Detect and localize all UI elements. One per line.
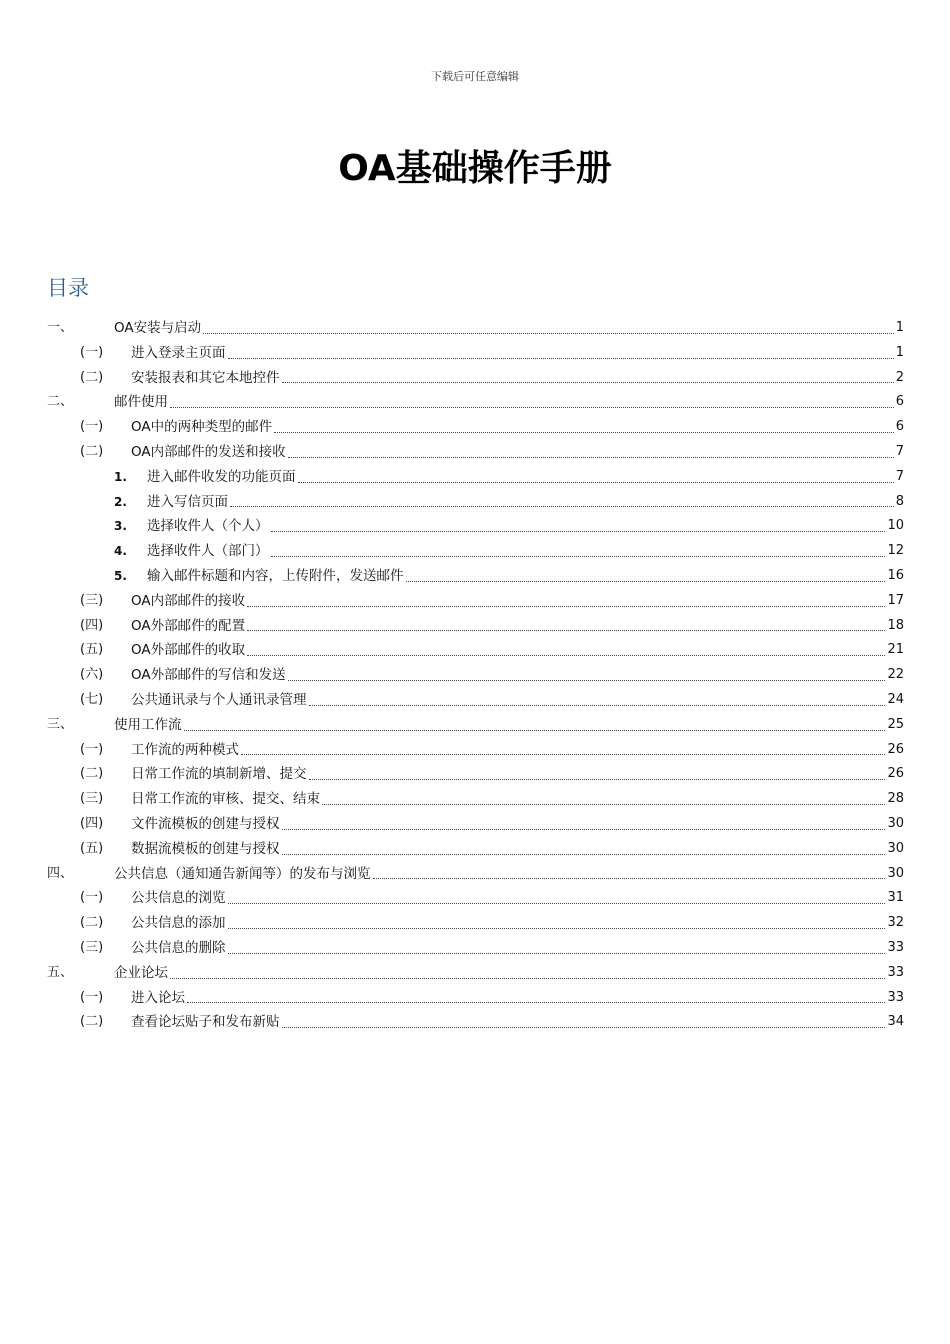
toc-entry-title: 安装报表和其它本地控件 <box>131 369 280 386</box>
toc-dot-leader <box>187 1001 885 1003</box>
toc-entry-number: 1. <box>114 469 127 484</box>
toc-entry-page: 16 <box>887 567 904 583</box>
toc-dot-leader <box>170 977 885 979</box>
toc-entry[interactable] <box>47 837 904 862</box>
toc-dot-leader <box>271 530 886 532</box>
toc-entry-page: 24 <box>887 691 904 707</box>
toc-dot-leader <box>228 952 886 954</box>
toc-entry[interactable] <box>47 663 904 688</box>
toc-entry-page: 6 <box>895 394 904 410</box>
toc-entry-number: (一) <box>80 419 104 435</box>
toc-entry-number: 3. <box>114 519 127 534</box>
toc-dot-leader <box>203 332 894 334</box>
toc-dot-leader <box>274 431 894 433</box>
toc-dot-leader <box>228 902 886 904</box>
toc-dot-leader <box>247 654 885 656</box>
toc-entry-page: 33 <box>887 964 904 980</box>
toc-entry-page: 28 <box>887 791 904 807</box>
toc-entry-title: 进入写信页面 <box>147 493 228 510</box>
toc-entry-title: 进入登录主页面 <box>131 344 226 361</box>
toc-dot-leader <box>282 828 886 830</box>
toc-entry-title: 公共信息的删除 <box>131 939 226 956</box>
toc-entry-number: 4. <box>114 544 127 559</box>
toc-entry-number: (三) <box>80 592 104 608</box>
toc-entry[interactable] <box>47 812 904 837</box>
toc-entry[interactable] <box>47 738 904 763</box>
toc-entry-number: (二) <box>80 369 104 385</box>
toc-dot-leader <box>247 605 885 607</box>
toc-entry-page: 30 <box>887 840 904 856</box>
toc-dot-leader <box>282 381 894 383</box>
toc-entry-page: 30 <box>887 865 904 881</box>
toc-dot-leader <box>298 481 894 483</box>
toc-entry-page: 26 <box>887 766 904 782</box>
toc-entry-title: OA安装与启动 <box>114 320 202 336</box>
toc-entry-title: OA外部邮件的收取 <box>131 642 246 659</box>
toc-entry-page: 8 <box>895 493 904 509</box>
toc-entry[interactable] <box>47 341 904 366</box>
toc-entry[interactable] <box>47 614 904 639</box>
toc-entry-number: (一) <box>80 344 104 360</box>
toc-entry-number: 四、 <box>47 865 74 881</box>
toc-entry-page: 30 <box>887 815 904 831</box>
toc-entry[interactable] <box>47 886 904 911</box>
toc-entry-title: 公共信息的浏览 <box>131 890 226 907</box>
toc-dot-leader <box>322 803 885 805</box>
toc-entry-page: 22 <box>887 667 904 683</box>
toc-entry-number: 二、 <box>47 394 74 410</box>
toc-dot-leader <box>309 778 886 780</box>
toc-entry-title: OA内部邮件的发送和接收 <box>131 443 286 460</box>
toc-entry[interactable] <box>47 936 904 961</box>
toc-dot-leader <box>288 679 886 681</box>
toc-entry-number: 一、 <box>47 320 74 335</box>
toc-entry-title: 输入邮件标题和内容，上传附件，发送邮件 <box>147 567 404 584</box>
toc-entry-title: 企业论坛 <box>114 964 168 981</box>
toc-entry-title: 使用工作流 <box>114 716 182 733</box>
toc-entry-title: 邮件使用 <box>114 394 168 411</box>
toc-entry-page: 31 <box>887 890 904 906</box>
toc-entry-title: 查看论坛贴子和发布新贴 <box>131 1014 280 1031</box>
toc-entry[interactable] <box>47 514 904 539</box>
toc-entry[interactable] <box>47 986 904 1011</box>
toc-entry-title: 数据流模板的创建与授权 <box>131 840 280 857</box>
toc-entry-title: 公共信息的添加 <box>131 915 226 932</box>
toc-entry-number: (一) <box>80 989 104 1005</box>
table-of-contents <box>47 316 904 1035</box>
toc-entry-number: (五) <box>80 642 104 658</box>
toc-dot-leader <box>309 704 886 706</box>
toc-entry-title: OA外部邮件的写信和发送 <box>131 667 286 684</box>
toc-entry-page: 17 <box>887 592 904 608</box>
toc-entry[interactable] <box>47 440 904 465</box>
toc-dot-leader <box>170 406 894 408</box>
toc-entry[interactable] <box>47 539 904 564</box>
toc-dot-leader <box>247 629 885 631</box>
toc-entry-page: 33 <box>887 989 904 1005</box>
toc-entry[interactable] <box>47 366 904 391</box>
toc-entry-number: (四) <box>80 617 104 633</box>
toc-entry-page: 12 <box>887 543 904 559</box>
toc-dot-leader <box>184 729 886 731</box>
toc-entry[interactable] <box>47 564 904 589</box>
toc-entry-page: 7 <box>895 468 904 484</box>
toc-dot-leader <box>282 853 886 855</box>
toc-entry[interactable] <box>47 961 904 986</box>
toc-entry-number: 三、 <box>47 716 74 732</box>
toc-entry-number: (三) <box>80 939 104 955</box>
toc-entry-number: (一) <box>80 741 104 757</box>
toc-entry-title: OA中的两种类型的邮件 <box>131 419 273 436</box>
toc-entry-number: (三) <box>80 791 104 807</box>
toc-entry[interactable] <box>47 415 904 440</box>
toc-entry[interactable] <box>47 762 904 787</box>
toc-entry[interactable] <box>47 490 904 515</box>
header-note: 下载后可任意编辑 <box>431 70 519 83</box>
toc-entry-page: 10 <box>887 518 904 534</box>
toc-entry-title: 公共通讯录与个人通讯录管理 <box>131 691 307 708</box>
toc-entry-number: (五) <box>80 840 104 856</box>
toc-entry-page: 21 <box>887 642 904 658</box>
toc-entry-title: 文件流模板的创建与授权 <box>131 815 280 832</box>
toc-entry-page: 7 <box>895 443 904 459</box>
toc-entry[interactable] <box>47 465 904 490</box>
toc-dot-leader <box>230 505 894 507</box>
toc-entry[interactable] <box>47 589 904 614</box>
toc-dot-leader <box>288 456 894 458</box>
toc-entry-page: 2 <box>895 369 904 385</box>
toc-entry-title: OA内部邮件的接收 <box>131 592 246 609</box>
toc-entry-number: 五、 <box>47 964 74 980</box>
toc-entry-page: 33 <box>887 939 904 955</box>
toc-dot-leader <box>228 357 894 359</box>
toc-entry[interactable] <box>47 862 904 887</box>
toc-dot-leader <box>241 753 885 755</box>
toc-entry-number: (四) <box>80 815 104 831</box>
toc-entry-number: (二) <box>80 1014 104 1030</box>
toc-entry-page: 1 <box>895 344 904 360</box>
toc-entry-title: 选择收件人（部门） <box>147 543 269 560</box>
toc-entry-page: 25 <box>887 716 904 732</box>
toc-entry-title: 工作流的两种模式 <box>131 741 239 758</box>
toc-dot-leader <box>282 1026 886 1028</box>
toc-entry[interactable] <box>47 390 904 415</box>
toc-entry[interactable] <box>47 638 904 663</box>
toc-entry-number: (二) <box>80 766 104 782</box>
toc-dot-leader <box>373 877 886 879</box>
toc-entry-page: 26 <box>887 741 904 757</box>
toc-entry-title: 进入论坛 <box>131 989 185 1006</box>
toc-entry[interactable] <box>47 713 904 738</box>
toc-entry-page: 1 <box>895 320 904 335</box>
toc-entry-page: 32 <box>887 915 904 931</box>
toc-entry-number: (六) <box>80 667 104 683</box>
toc-entry[interactable] <box>47 1010 904 1035</box>
toc-entry[interactable] <box>47 688 904 713</box>
document-title: OA基础操作手册 <box>338 148 612 189</box>
toc-entry-title: 公共信息（通知通告新闻等）的发布与浏览 <box>114 865 371 882</box>
toc-entry-number: (二) <box>80 443 104 459</box>
toc-heading: 目录 <box>47 276 89 300</box>
toc-entry-title: 进入邮件收发的功能页面 <box>147 468 296 485</box>
toc-entry-title: 日常工作流的填制新增、提交 <box>131 766 307 783</box>
toc-entry-page: 34 <box>887 1014 904 1030</box>
toc-entry-page: 18 <box>887 617 904 633</box>
toc-entry-number: 2. <box>114 494 127 509</box>
toc-entry-page: 6 <box>895 419 904 435</box>
toc-entry-number: (一) <box>80 890 104 906</box>
toc-entry[interactable] <box>47 911 904 936</box>
toc-entry[interactable] <box>47 316 904 341</box>
toc-entry[interactable] <box>47 787 904 812</box>
toc-entry-title: 选择收件人（个人） <box>147 518 269 535</box>
toc-entry-number: (七) <box>80 691 104 707</box>
toc-entry-number: 5. <box>114 568 127 583</box>
toc-dot-leader <box>228 927 886 929</box>
toc-dot-leader <box>406 580 886 582</box>
toc-entry-title: OA外部邮件的配置 <box>131 617 246 634</box>
toc-entry-title: 日常工作流的审核、提交、结束 <box>131 791 320 808</box>
toc-dot-leader <box>271 555 886 557</box>
toc-entry-number: (二) <box>80 915 104 931</box>
